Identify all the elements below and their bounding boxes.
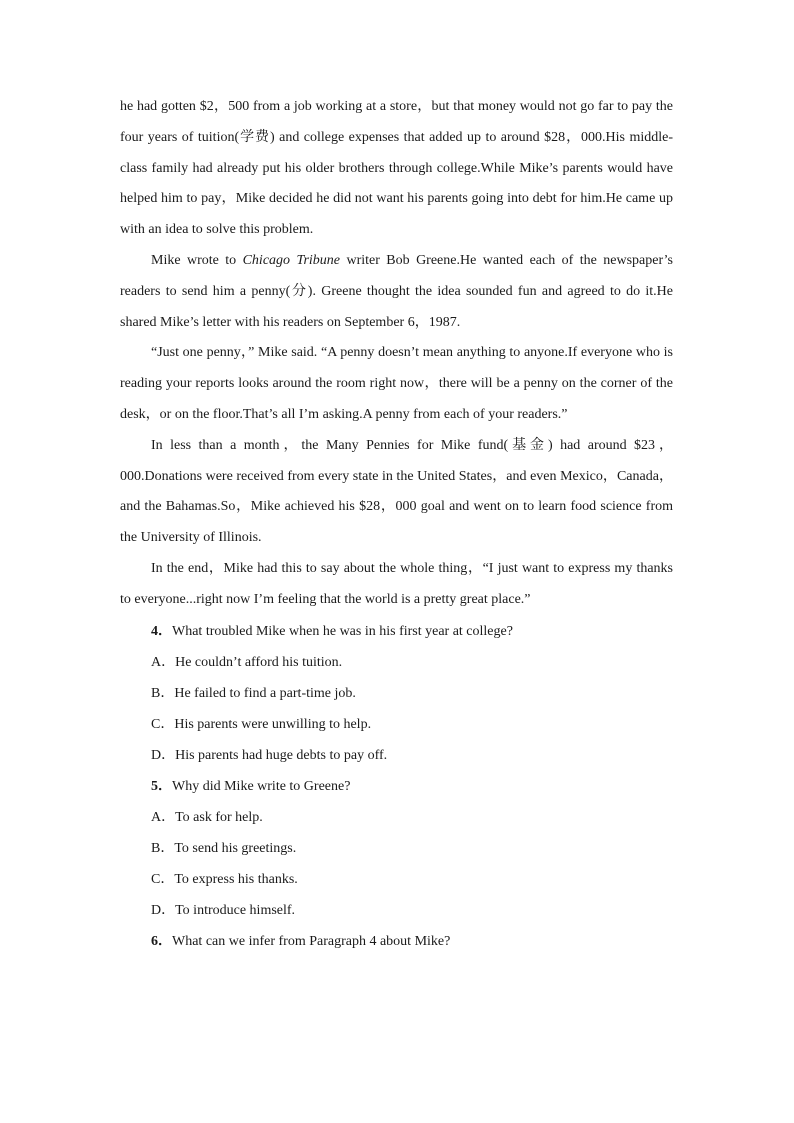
option-c: C．To express his thanks. [151, 871, 298, 887]
question-stem [120, 616, 673, 647]
paragraph-2-start: Mike wrote to [151, 252, 243, 268]
paragraph-3: “Just one penny，” Mike said. “A penny doesn’t mean anything to anyone.If everyone who is reading your reports looks around the room right now，there will be a penny on the corner of the desk，or on the floor.That’s all I’m asking.A penny from each of your readers.” [120, 345, 673, 422]
question-text: Why did Mike write to Greene? [172, 778, 351, 794]
question-4 [120, 616, 673, 771]
question-number: 5． [151, 778, 172, 794]
option-a: A．He couldn’t afford his tuition. [151, 654, 343, 670]
question-stem [120, 771, 673, 802]
paragraph-2-rest: writer Bob Greene.He wanted each of the newspaper’s readers to send him a penny(分). Greene thought the idea sounded fun and agreed to do it.He shared Mike’s letter with his readers on September 6，1987. [120, 252, 673, 330]
option-c: C．His parents were unwilling to help. [151, 716, 372, 732]
paragraph-1: he had gotten $2，500 from a job working at a store，but that money would not go far to pay the four years of tuition(学费) and college expenses that added up to around $28，000.His middle-class family had already put his older brothers through college.While Mike’s parents would have helped him to pay，Mike decided he did not want his parents going into debt for him.He came up with an idea to solve this problem. [120, 99, 673, 238]
option-a: A．To ask for help. [151, 809, 263, 825]
option-d: D．To introduce himself. [151, 902, 296, 918]
paragraph-5: In the end，Mike had this to say about the whole thing，“I just want to express my thanks to everyone...right now I’m feeling that the world is a pretty great place.” [120, 560, 673, 607]
question-text: What troubled Mike when he was in his first year at college? [172, 623, 513, 639]
option-b: B．He failed to find a part-time job. [151, 685, 356, 701]
paragraph-2 [120, 246, 673, 338]
newspaper-name: Chicago Tribune [242, 252, 341, 268]
question-6 [120, 926, 673, 957]
option-d: D．His parents had huge debts to pay off. [151, 747, 388, 763]
question-stem [120, 926, 673, 957]
paragraph-4: In less than a month，the Many Pennies for Mike fund(基金) had around $23，000.Donations were received from every state in the United States，and even Mexico，Canada，and the Bahamas.So，Mike achieved his $28，000 goal and went on to learn food science from the University of Illinois. [120, 437, 673, 546]
document-page [120, 92, 673, 957]
question-text: What can we infer from Paragraph 4 about Mike? [172, 933, 451, 949]
question-number: 6． [151, 933, 172, 949]
question-number: 4． [151, 623, 172, 639]
question-5 [120, 771, 673, 926]
option-b: B．To send his greetings. [151, 840, 297, 856]
